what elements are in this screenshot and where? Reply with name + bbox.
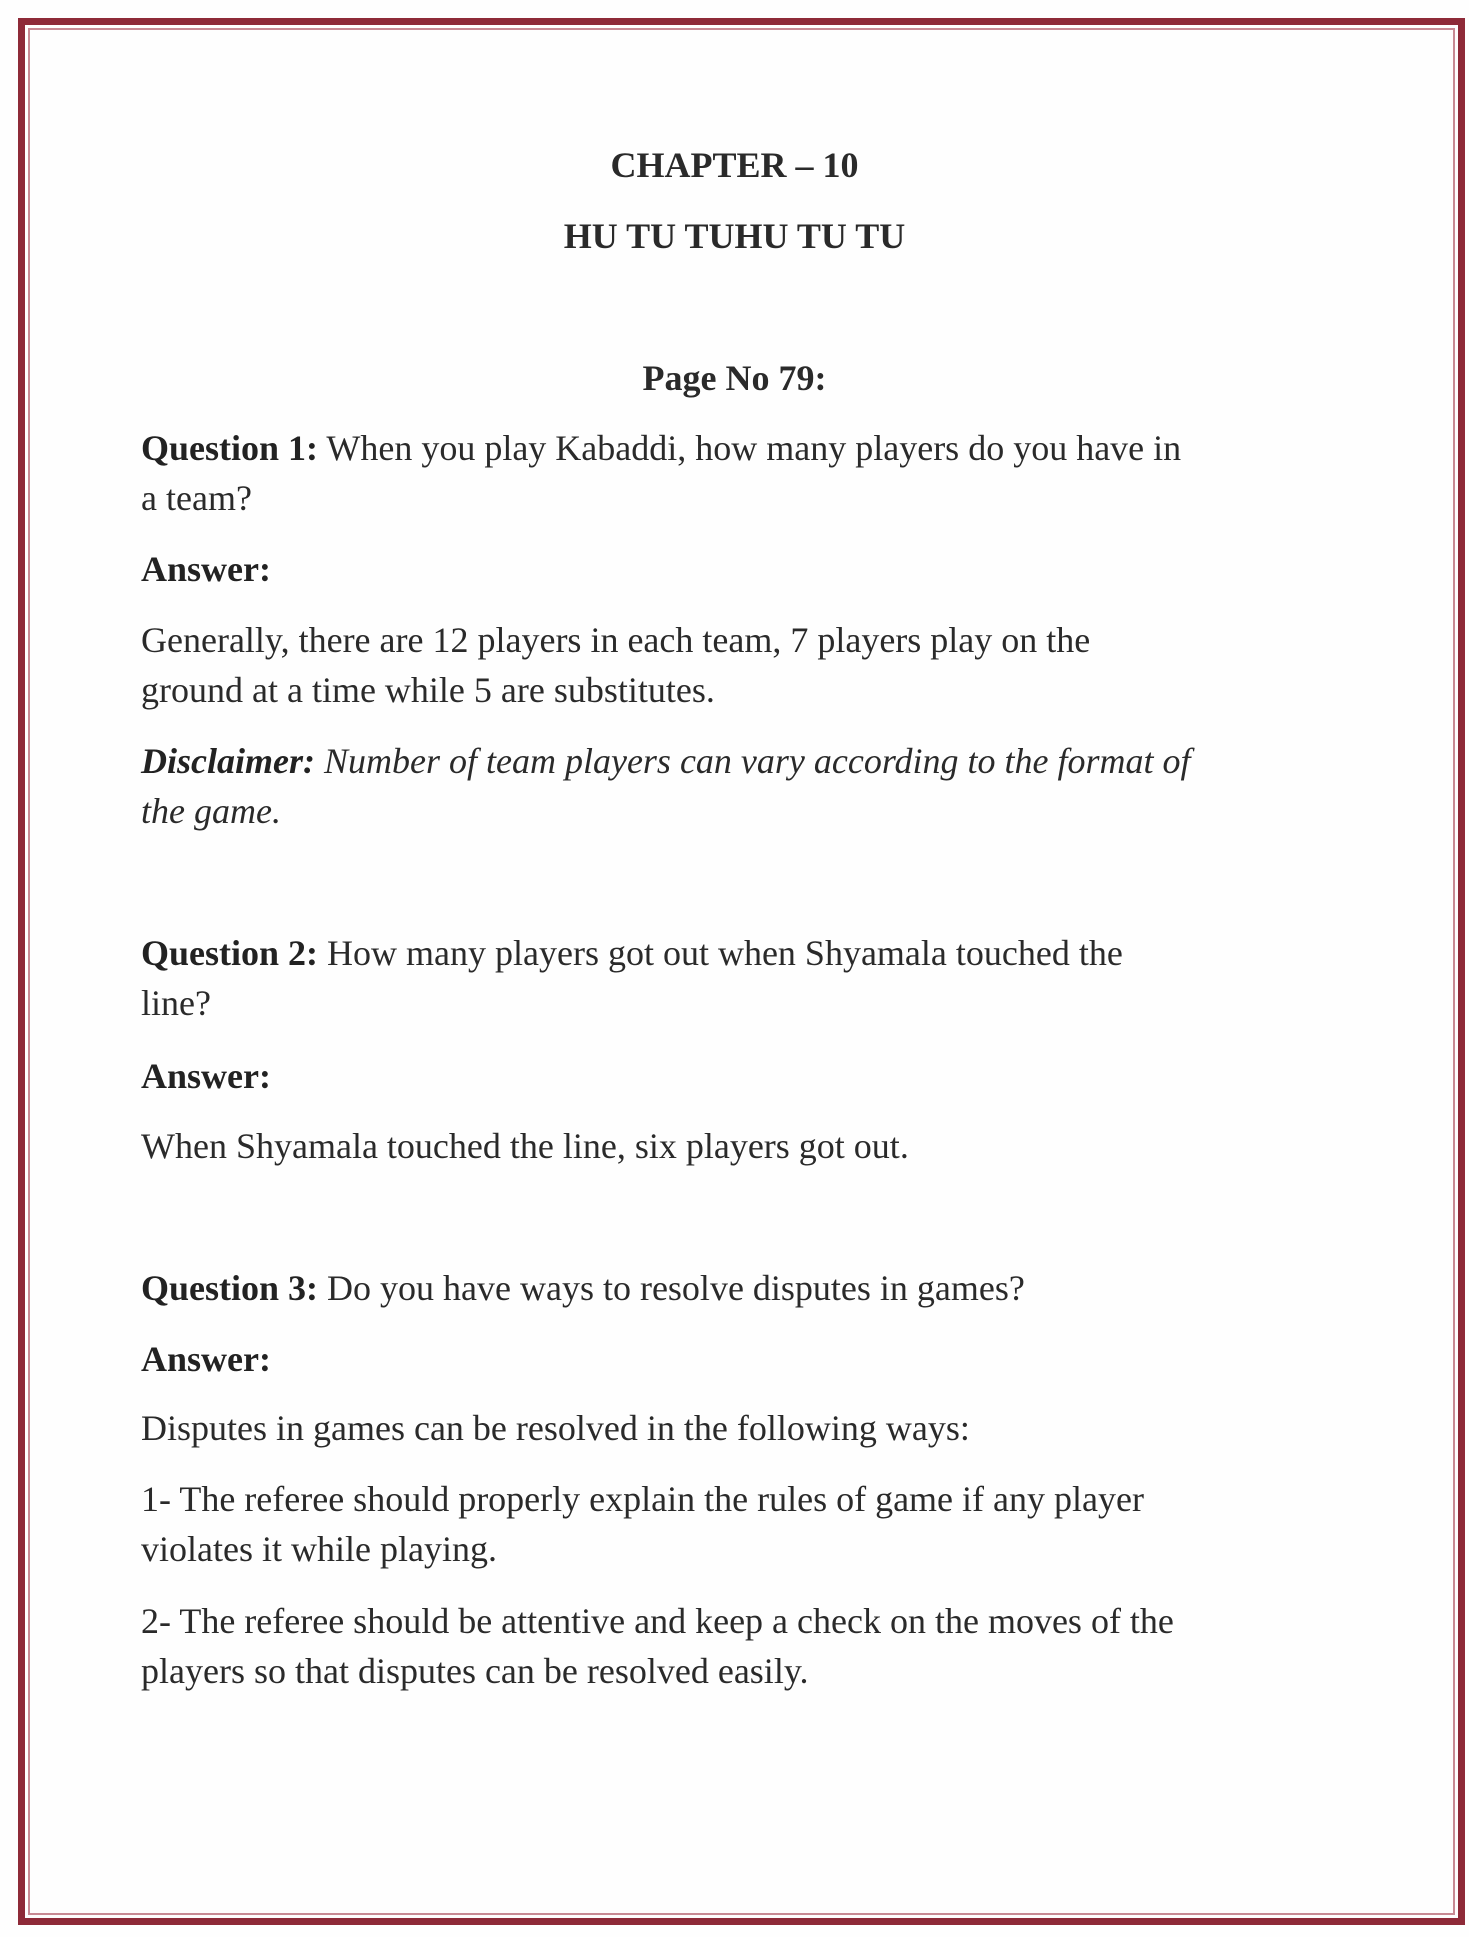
answer-label: Answer: (141, 549, 271, 589)
disclaimer-label: Disclaimer: (141, 741, 315, 781)
answer-text: players so that disputes can be resolved easily. (141, 1651, 809, 1691)
disclaimer-text: Number of team players can vary according to the format of (314, 741, 1191, 781)
question-text: How many players got out when Shyamala touched the (318, 933, 1123, 973)
answer-1 (141, 615, 1090, 715)
question-label: Question 3: (141, 1268, 319, 1308)
answer-text: ground at a time while 5 are substitutes. (141, 670, 715, 710)
question-2 (141, 928, 1123, 1028)
answer-text: 2- The referee should be attentive and keep a check on the moves of the (141, 1601, 1174, 1641)
chapter-heading: CHAPTER – 10 (610, 145, 859, 185)
answer-point-2 (141, 1596, 1174, 1696)
answer-text: When Shyamala touched the line, six players got out. (141, 1126, 909, 1166)
question-text: When you play Kabaddi, how many players do you have in (318, 428, 1182, 468)
question-text: line? (141, 983, 211, 1023)
answer-text: 1- The referee should properly explain the rules of game if any player (141, 1479, 1144, 1519)
question-label: Question 2: (141, 933, 319, 973)
disclaimer-text: the game. (141, 791, 281, 831)
answer-text: Generally, there are 12 players in each team, 7 players play on the (141, 620, 1091, 660)
disclaimer (141, 736, 1191, 836)
answer-2 (141, 1121, 909, 1171)
question-text: Do you have ways to resolve disputes in games? (318, 1268, 1025, 1308)
answer-label: Answer: (141, 1339, 271, 1379)
question-text: a team? (141, 478, 252, 518)
answer-text: violates it while playing. (141, 1529, 497, 1569)
page-number-heading: Page No 79: (642, 358, 827, 398)
question-3 (141, 1263, 1025, 1313)
question-1 (141, 423, 1181, 523)
question-label: Question 1: (141, 428, 319, 468)
answer-point-1 (141, 1474, 1144, 1574)
answer-intro: Disputes in games can be resolved in the following ways: (141, 1408, 970, 1448)
answer-label: Answer: (141, 1056, 271, 1096)
chapter-title: HU TU TUHU TU TU (563, 216, 906, 256)
